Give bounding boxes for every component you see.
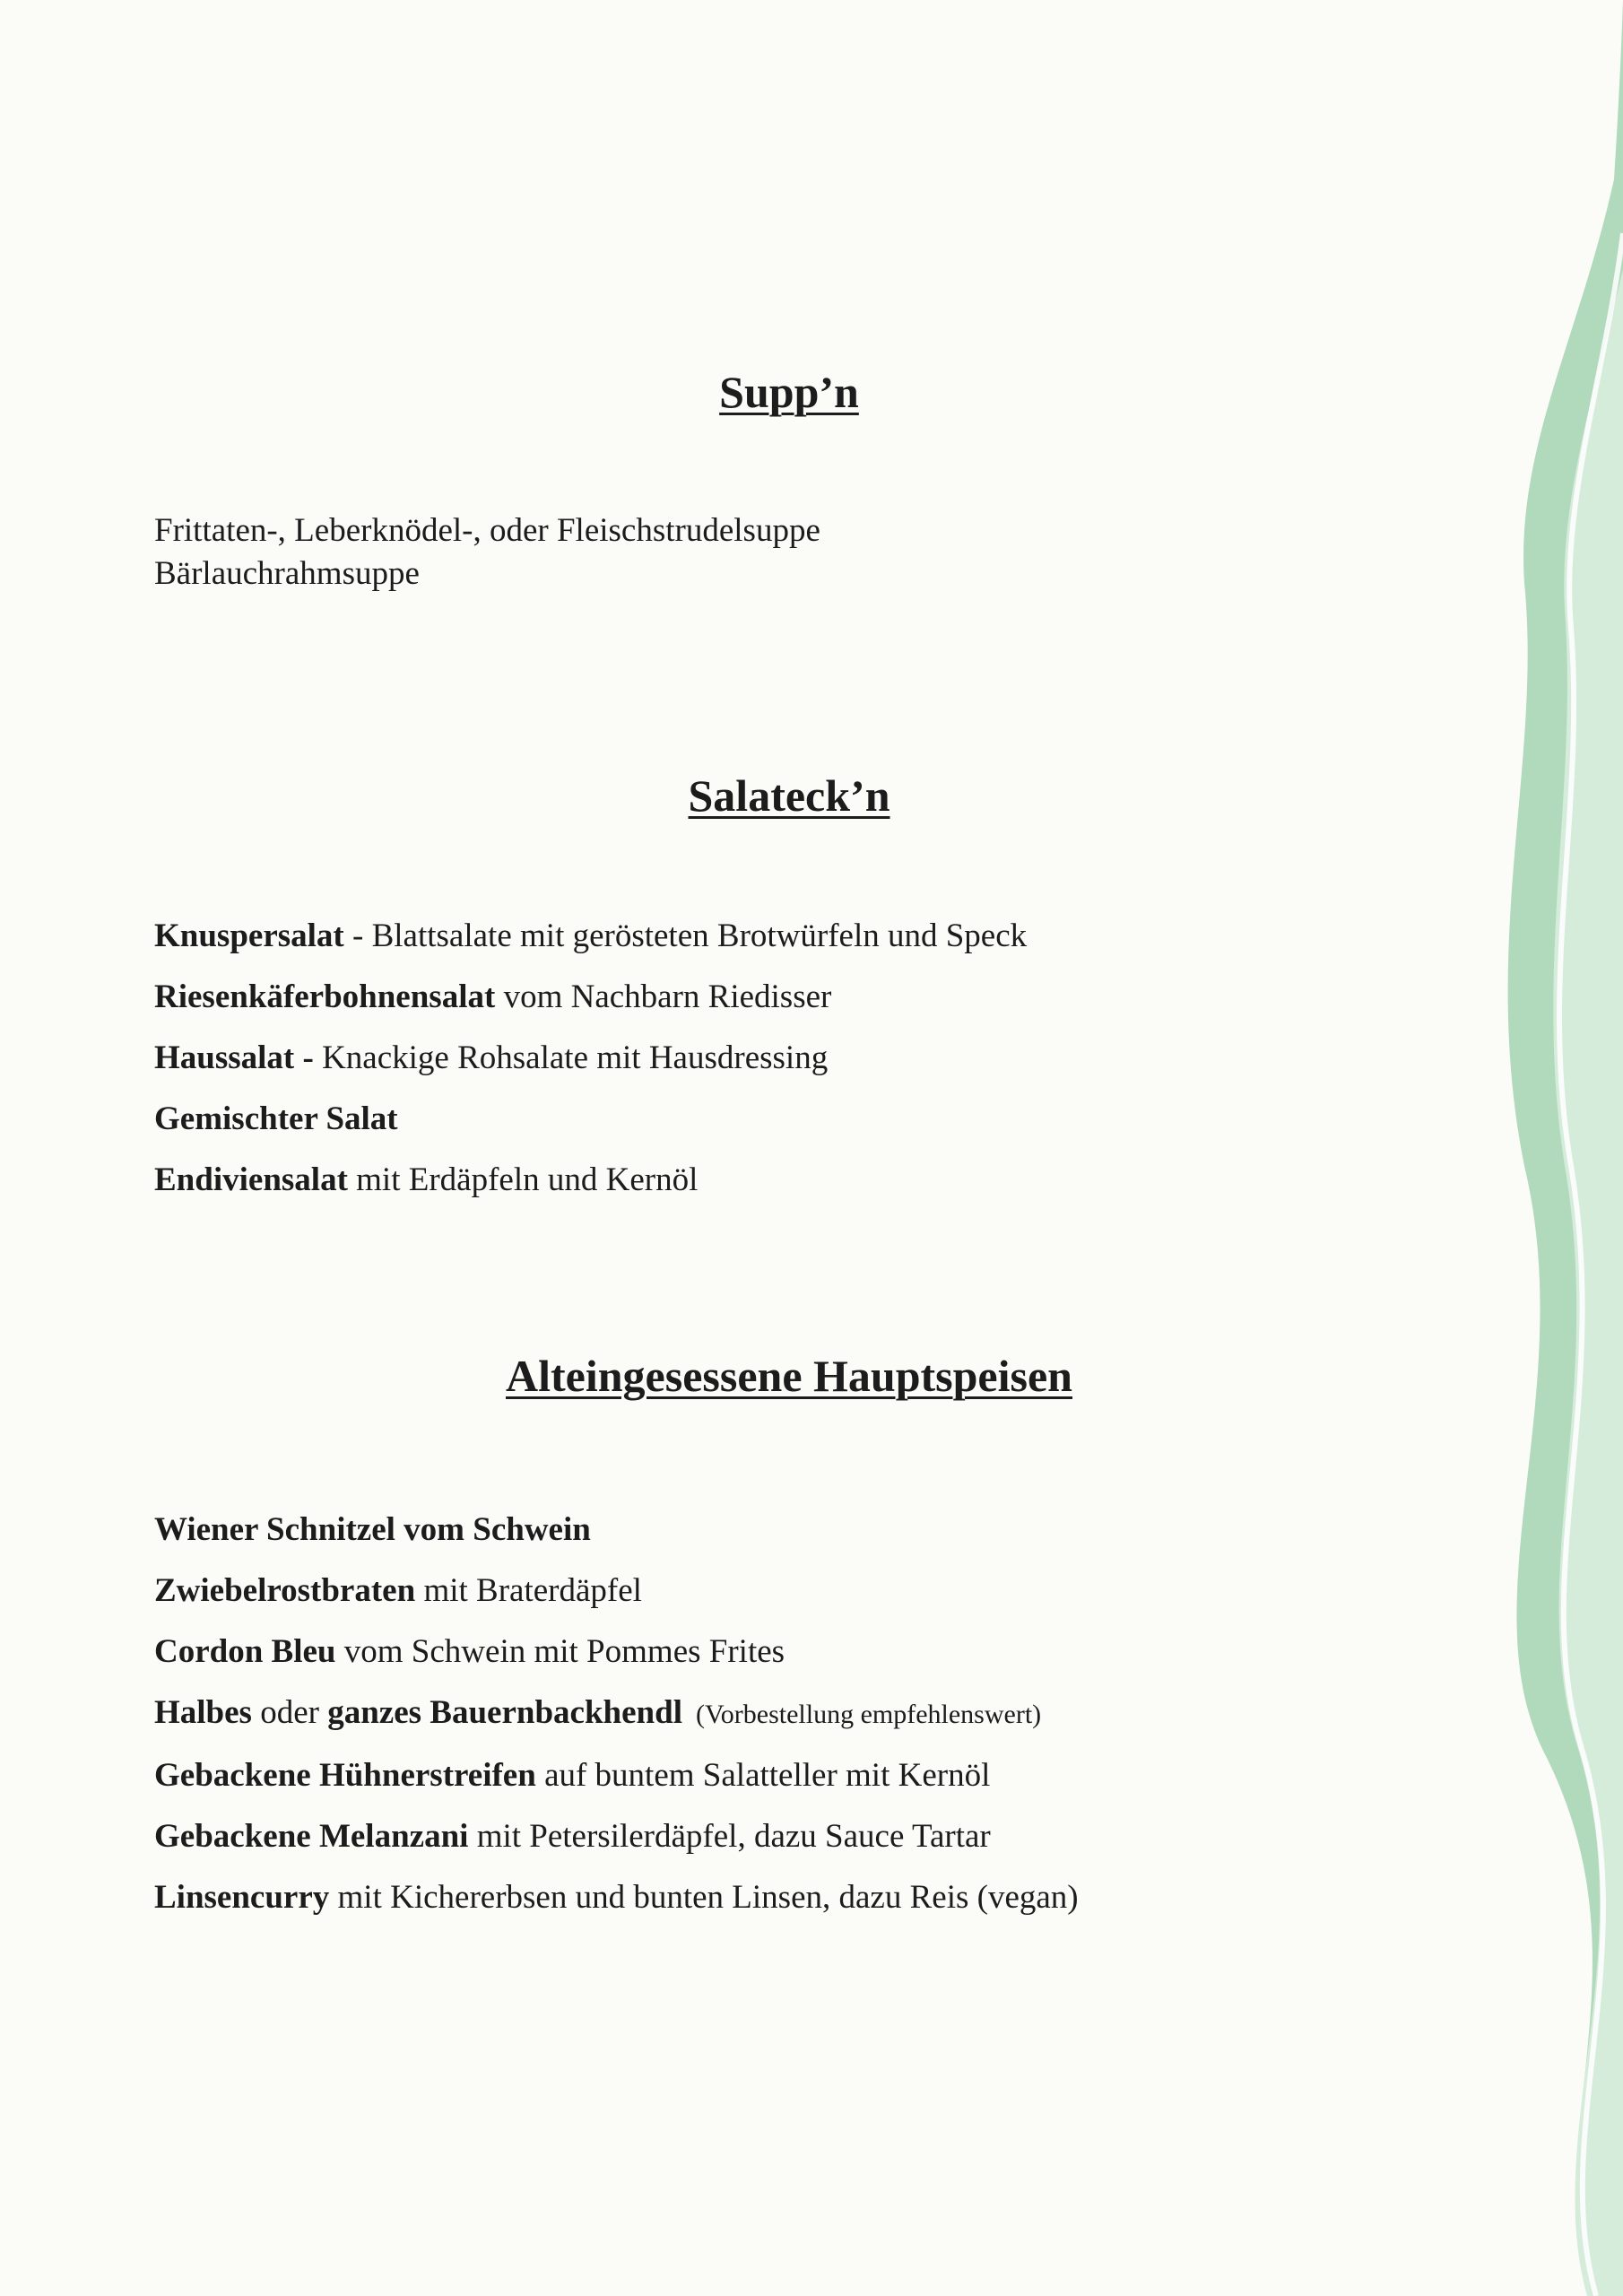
item-desc: vom Nachbarn Riedisser: [495, 978, 832, 1015]
item-desc: mit Erdäpfeln und Kernöl: [347, 1161, 699, 1198]
item-name: Gebackene Melanzani: [154, 1818, 469, 1855]
item-desc: mit Petersilerdäpfel, dazu Sauce Tartar: [468, 1818, 991, 1855]
list-item: [154, 906, 1027, 967]
list-item: [154, 1028, 1027, 1089]
item-name: Haussalat -: [154, 1039, 314, 1076]
item-name: Halbes: [154, 1694, 252, 1731]
item-desc: - Blattsalate mit gerösteten Brotwürfeln und Speck: [343, 918, 1028, 954]
list-item: [154, 1089, 1027, 1150]
item-note: (Vorbestellung empfehlenswert): [681, 1700, 1042, 1729]
item-desc: mit Kichererbsen und bunten Linsen, dazu Reis (vegan): [329, 1879, 1079, 1916]
soup-list: [154, 509, 820, 596]
list-item: [154, 1150, 1027, 1211]
item-name: Gemischter Salat: [154, 1100, 398, 1137]
item-name: Linsencurry: [154, 1879, 330, 1916]
item-name: Wiener Schnitzel vom Schwein: [154, 1511, 591, 1548]
item-name-2: ganzes Bauernbackhendl: [327, 1694, 682, 1731]
item-name: Knuspersalat: [154, 918, 344, 954]
item-desc: vom Schwein mit Pommes Frites: [335, 1633, 785, 1670]
item-desc: mit Braterdäpfel: [415, 1572, 642, 1609]
list-item: [154, 967, 1027, 1028]
item-name: Gebackene Hühnerstreifen: [154, 1757, 536, 1794]
list-item: [154, 1745, 1079, 1806]
list-item: Frittaten-, Leberknödel-, oder Fleischstrudelsuppe: [154, 512, 820, 549]
item-connector: oder: [251, 1694, 328, 1731]
list-item: Bärlauchrahmsuppe: [154, 555, 420, 592]
item-name: Zwiebelrostbraten: [154, 1572, 416, 1609]
salad-list: [154, 906, 1027, 1211]
item-name: Cordon Bleu: [154, 1633, 336, 1670]
item-name: Riesenkäferbohnensalat: [154, 978, 496, 1015]
item-desc: Knackige Rohsalate mit Hausdressing: [313, 1039, 829, 1076]
list-item: [154, 1683, 1079, 1745]
section-title-soup: Supp’n: [719, 367, 859, 417]
item-name: Endiviensalat: [154, 1161, 348, 1198]
list-item: [154, 1867, 1079, 1928]
list-item: [154, 1622, 1079, 1683]
list-item: [154, 1561, 1079, 1622]
list-item: [154, 1806, 1079, 1867]
list-item: [154, 1500, 1079, 1561]
section-title-salad: Salateck’n: [688, 770, 890, 821]
item-desc: auf buntem Salatteller mit Kernöl: [535, 1757, 991, 1794]
section-title-main: Alteingesessene Hauptspeisen: [506, 1351, 1072, 1401]
main-list: [154, 1500, 1079, 1928]
